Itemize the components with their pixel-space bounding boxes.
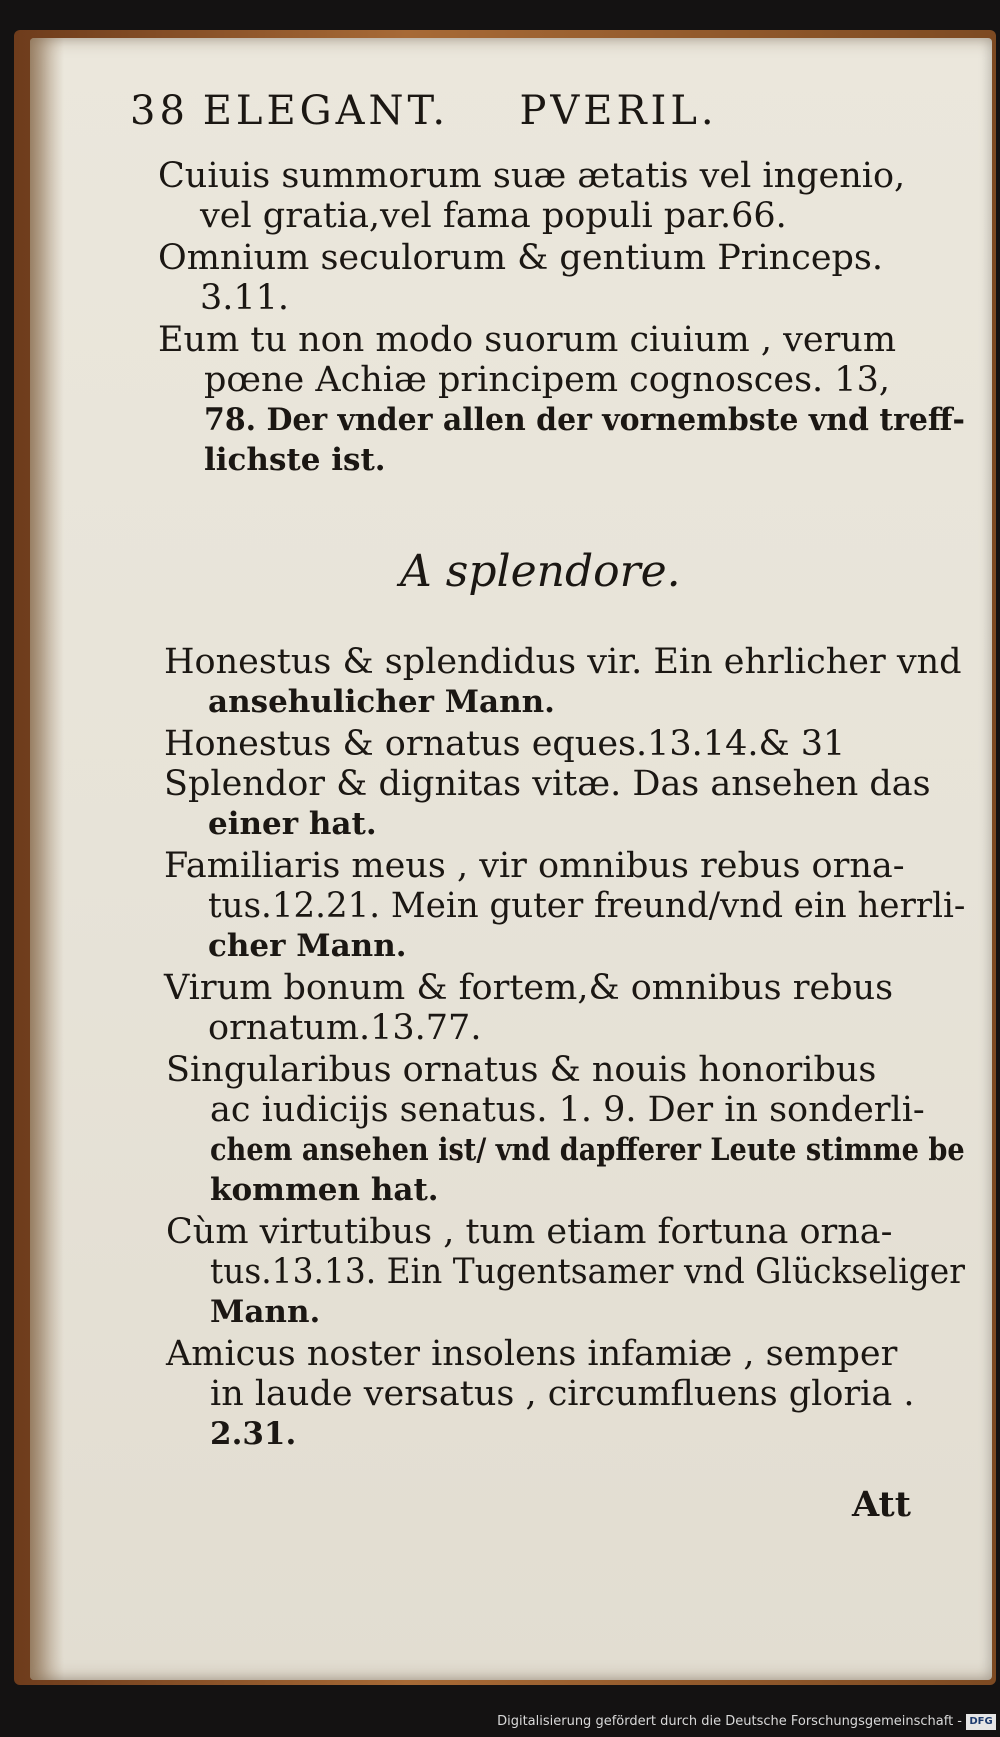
catchword: Att	[852, 1484, 911, 1525]
text-line: lichste ist.	[204, 442, 386, 478]
text-line: Honestus & splendidus vir. Ein ehrlicher vnd	[164, 642, 962, 682]
text-line: Amicus noster insolens infamiæ , semper	[166, 1334, 898, 1374]
text-line: Splendor & dignitas vitæ. Das ansehen das	[164, 764, 931, 804]
running-header	[130, 88, 910, 144]
book-page	[30, 38, 992, 1680]
text-line: chem ansehen ist/ vnd dapfferer Leute stimme be	[210, 1132, 965, 1168]
text-line: Familiaris meus , vir omnibus rebus orna-	[164, 846, 905, 886]
text-line: vel gratia,vel fama populi par.66.	[200, 196, 787, 236]
text-line: Honestus & ornatus eques.13.14.& 31	[164, 724, 846, 764]
text-line: tus.13.13. Ein Tugentsamer vnd Glückseliger	[210, 1252, 965, 1292]
text-line: pœne Achiæ principem cognosces. 13,	[204, 360, 890, 400]
page-number: 38	[130, 88, 189, 134]
text-line: Singularibus ornatus & nouis honoribus	[166, 1050, 877, 1090]
text-line: ornatum.13.77.	[208, 1008, 482, 1048]
dfg-logo[interactable]: DFG	[966, 1714, 996, 1730]
text-line: Cuiuis summorum suæ ætatis vel ingenio,	[158, 156, 906, 196]
header-title-right: PVERIL.	[519, 88, 718, 134]
text-line: ac iudicijs senatus. 1. 9. Der in sonderli-	[210, 1090, 925, 1130]
section-heading: A splendore.	[400, 546, 681, 597]
footer-bar	[0, 1700, 1000, 1737]
page-gutter-shadow	[30, 38, 64, 1680]
footer-credit: Digitalisierung gefördert durch die Deutsche Forschungsgemeinschaft -	[497, 1714, 962, 1729]
text-line: tus.12.21. Mein guter freund/vnd ein herrli-	[208, 886, 966, 926]
text-line: Omnium seculorum & gentium Princeps.	[158, 238, 884, 278]
header-title-left: ELEGANT.	[202, 88, 450, 134]
text-line: Eum tu non modo suorum ciuium , verum	[158, 320, 897, 360]
text-line: 78. Der vnder allen der vornembste vnd treff-	[204, 402, 965, 438]
text-line: in laude versatus , circumfluens gloria .	[210, 1374, 915, 1414]
text-line: kommen hat.	[210, 1172, 439, 1208]
text-line: 2.31.	[210, 1416, 297, 1452]
text-line: cher Mann.	[208, 928, 407, 964]
text-line: Cùm virtutibus , tum etiam fortuna orna-	[166, 1212, 893, 1252]
text-line: ansehulicher Mann.	[208, 684, 555, 720]
text-line: Mann.	[210, 1294, 321, 1330]
text-line: Virum bonum & fortem,& omnibus rebus	[164, 968, 894, 1008]
text-line: einer hat.	[208, 806, 377, 842]
text-line: 3.11.	[200, 278, 290, 318]
